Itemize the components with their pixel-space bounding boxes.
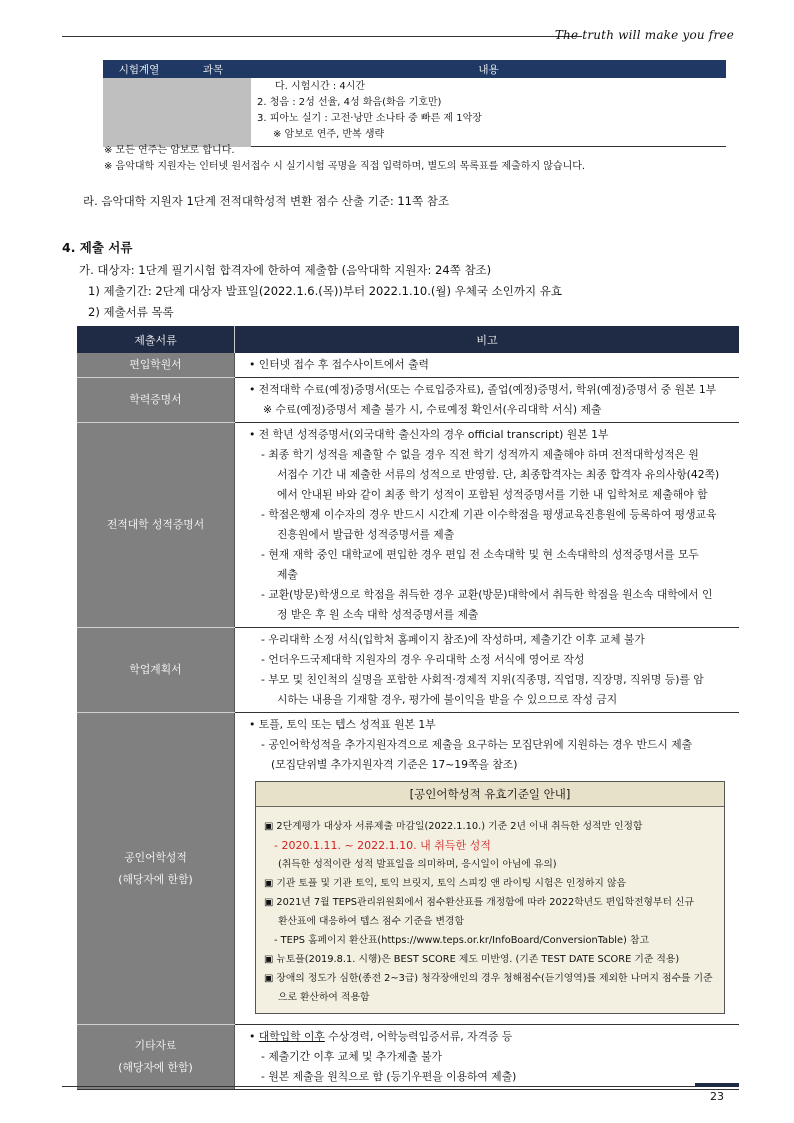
desc-line: - 제출기간 이후 교체 및 추가제출 불가 [261, 1050, 442, 1063]
underlined-text: 대학입학 이후 [258, 1030, 325, 1043]
row-label: 학력증명서 [77, 378, 235, 423]
desc-line: - 학점은행제 이수자의 경우 반드시 시간제 기관 이수학점을 평생교육진흥원에 등록하여 평생교육 [261, 508, 717, 521]
desc-line: 정 받은 후 원 소속 대학 성적증명서를 제출 [277, 608, 479, 621]
desc-line: - 언더우드국제대학 지원자의 경우 우리대학 소정 서식에 영어로 작성 [261, 653, 585, 666]
item-doc-list: 2) 제출서류 목록 [88, 305, 174, 319]
col-content: 내용 [251, 60, 726, 78]
notice-line: (취득한 성적이란 성적 발표일을 의미하며, 응시일이 아님에 유의) [278, 859, 557, 870]
documents-table [77, 326, 739, 1090]
desc-line: - 부모 및 친인척의 실명을 포함한 사회적·경제적 지위(직종명, 직업명, 직장명, 직위명 등)를 암 [261, 673, 704, 686]
row-desc [235, 423, 740, 628]
notice-title: [공인어학성적 유효기준일 안내] [256, 782, 724, 807]
desc-line: (모집단위별 추가지원자격 기준은 17~19쪽을 참조) [271, 758, 518, 771]
desc-line: - 우리대학 소정 서식(입학처 홈페이지 참조)에 작성하며, 제출기간 이후 교체 불가 [261, 633, 645, 646]
header-motto: The truth will make you free [554, 28, 734, 42]
row-label-main: 공인어학성적 [124, 850, 187, 864]
desc-line: 시하는 내용을 기재할 경우, 평가에 불이익을 받을 수 있으므로 작성 금지 [277, 693, 618, 706]
desc-line: 서접수 기간 내 제출한 서류의 성적으로 반영함. 단, 최종합격자는 최종 합격자 유의사항(42쪽) [277, 468, 720, 481]
desc-line: - 최종 학기 성적을 제출할 수 없을 경우 직전 학기 성적까지 제출해야 하며 전적대학성적은 원 [261, 448, 699, 461]
content-line: 2. 청음 : 2성 선율, 4성 화음(화음 기호만) [257, 97, 442, 108]
subject-cell [175, 78, 251, 147]
notice-line: 환산표에 대응하여 텝스 점수 기준을 변경함 [278, 916, 464, 927]
content-line: 3. 피아노 실기 : 고전·낭만 소나타 중 빠른 제 1악장 [257, 113, 482, 124]
row-label: 전적대학 성적증명서 [77, 423, 235, 628]
footer-rule [62, 1086, 739, 1087]
row-desc [235, 353, 740, 378]
row-label-sub: (해당자에 한함) [118, 872, 193, 886]
section-title: 4. 제출 서류 [62, 240, 133, 255]
header-rule [62, 36, 582, 37]
desc-line: - 현재 재학 중인 대학교에 편입한 경우 편입 전 소속대학 및 현 소속대학의 성적증명서를 모두 [261, 548, 699, 561]
content-cell [251, 78, 726, 147]
item-ga: 가. 대상자: 1단계 필기시험 합격자에 한하여 제출함 (음악대학 지원자: 24쪽 참조) [79, 263, 492, 277]
col-subject: 과목 [175, 60, 251, 78]
table-row [77, 353, 739, 378]
desc-line [241, 1027, 733, 1047]
desc-line: 진흥원에서 발급한 성적증명서를 제출 [277, 528, 455, 541]
col-exam-field: 시험계열 [103, 60, 175, 78]
desc-line: 제출 [277, 568, 298, 581]
notice-line: ▣ 장애의 정도가 심한(종전 2~3급) 청각장애인의 경우 청해점수(듣기영역)를 제외한 나머지 점수를 기준 [264, 973, 713, 984]
content-line: ※ 암보로 연주, 반복 생략 [273, 129, 385, 140]
col-remarks: 비고 [235, 326, 740, 353]
row-label [77, 713, 235, 1025]
notice-line: ▣ 기관 토플 및 기관 토익, 토익 브릿지, 토익 스피킹 앤 라이팅 시험은 인정하지 않음 [264, 878, 626, 889]
footer-accent [695, 1083, 739, 1087]
row-label-sub: (해당자에 한함) [118, 1061, 193, 1074]
table-row [77, 628, 739, 713]
col-document: 제출서류 [77, 326, 235, 353]
notice-line: - TEPS 홈페이지 환산표(https://www.teps.or.kr/InfoBoard/ConversionTable) 참고 [274, 935, 649, 946]
notice-line: ▣ 2단계평가 대상자 서류제출 마감일(2022.1.10.) 기준 2년 이내 취득한 성적만 인정함 [264, 821, 643, 832]
item-submit-period: 1) 제출기간: 2단계 대상자 발표일(2022.1.6.(목))부터 2022.1.10.(월) 우체국 소인까지 유효 [88, 284, 562, 298]
row-desc [235, 1025, 740, 1090]
table-row [77, 423, 739, 628]
table-row [77, 1025, 739, 1090]
row-label-main: 기타자료 [134, 1039, 177, 1052]
desc-line: - 공인어학성적을 추가지원자격으로 제출을 요구하는 모집단위에 지원하는 경우 반드시 제출 [261, 738, 693, 751]
desc-line: • 인터넷 접수 후 접수사이트에서 출력 [249, 358, 429, 371]
notice-highlight: - 2020.1.11. ~ 2022.1.10. 내 취득한 성적 [274, 839, 491, 852]
table-row [77, 713, 739, 1025]
notice-line: ▣ 뉴토플(2019.8.1. 시행)은 BEST SCORE 제도 미반영. (기존 TEST DATE SCORE 기준 적용) [264, 954, 680, 965]
bullet: • [249, 1030, 259, 1043]
row-label: 편입학원서 [77, 353, 235, 378]
notice-line: ▣ 2021년 7월 TEPS관리위원회에서 점수환산표를 개정함에 따라 2022학년도 편입학전형부터 신규 [264, 897, 694, 908]
row-label: 학업계획서 [77, 628, 235, 713]
desc-line: • 전 학년 성적증명서(외국대학 출신자의 경우 official transcript) 원본 1부 [249, 428, 609, 441]
row-desc [235, 713, 740, 1025]
note-memorize: ※ 모든 연주는 암보로 합니다. [104, 145, 235, 156]
content-line: 다. 시험시간 : 4시간 [275, 81, 366, 92]
desc-line: ※ 수료(예정)증명서 제출 불가 시, 수료예정 확인서(우리대학 서식) 제출 [263, 403, 602, 416]
page-number: 23 [710, 1090, 724, 1103]
table-row [77, 378, 739, 423]
desc-line: - 교환(방문)학생으로 학점을 취득한 경우 교환(방문)대학에서 취득한 학점을 원소속 대학에서 인 [261, 588, 713, 601]
row-desc [235, 628, 740, 713]
exam-field-cell [103, 78, 175, 147]
desc-line: • 토플, 토익 또는 텝스 성적표 원본 1부 [249, 718, 436, 731]
desc-line: - 원본 제출을 원칙으로 함 (등기우편을 이용하여 제출) [261, 1070, 517, 1083]
notice-line: 으로 환산하여 적용함 [278, 992, 370, 1003]
language-validity-notice [255, 781, 725, 1014]
music-exam-table [103, 60, 726, 147]
row-desc [235, 378, 740, 423]
note-online-entry: ※ 음악대학 지원자는 인터넷 원서접수 시 실기시험 곡명을 직접 입력하며, 별도의 목록표를 제출하지 않습니다. [104, 161, 586, 172]
desc-text: 수상경력, 어학능력입증서류, 자격증 등 [324, 1030, 513, 1043]
desc-line: • 전적대학 수료(예정)증명서(또는 수료입증자료), 졸업(예정)증명서, 학위(예정)증명서 중 원본 1부 [249, 383, 717, 396]
item-ra: 라. 음악대학 지원자 1단계 전적대학성적 변환 점수 산출 기준: 11쪽 참조 [83, 194, 449, 208]
row-label [77, 1025, 235, 1090]
desc-line: 에서 안내된 바와 같이 최종 학기 성적이 포함된 성적증명서를 기한 내 입학처로 제출해야 함 [277, 488, 708, 501]
